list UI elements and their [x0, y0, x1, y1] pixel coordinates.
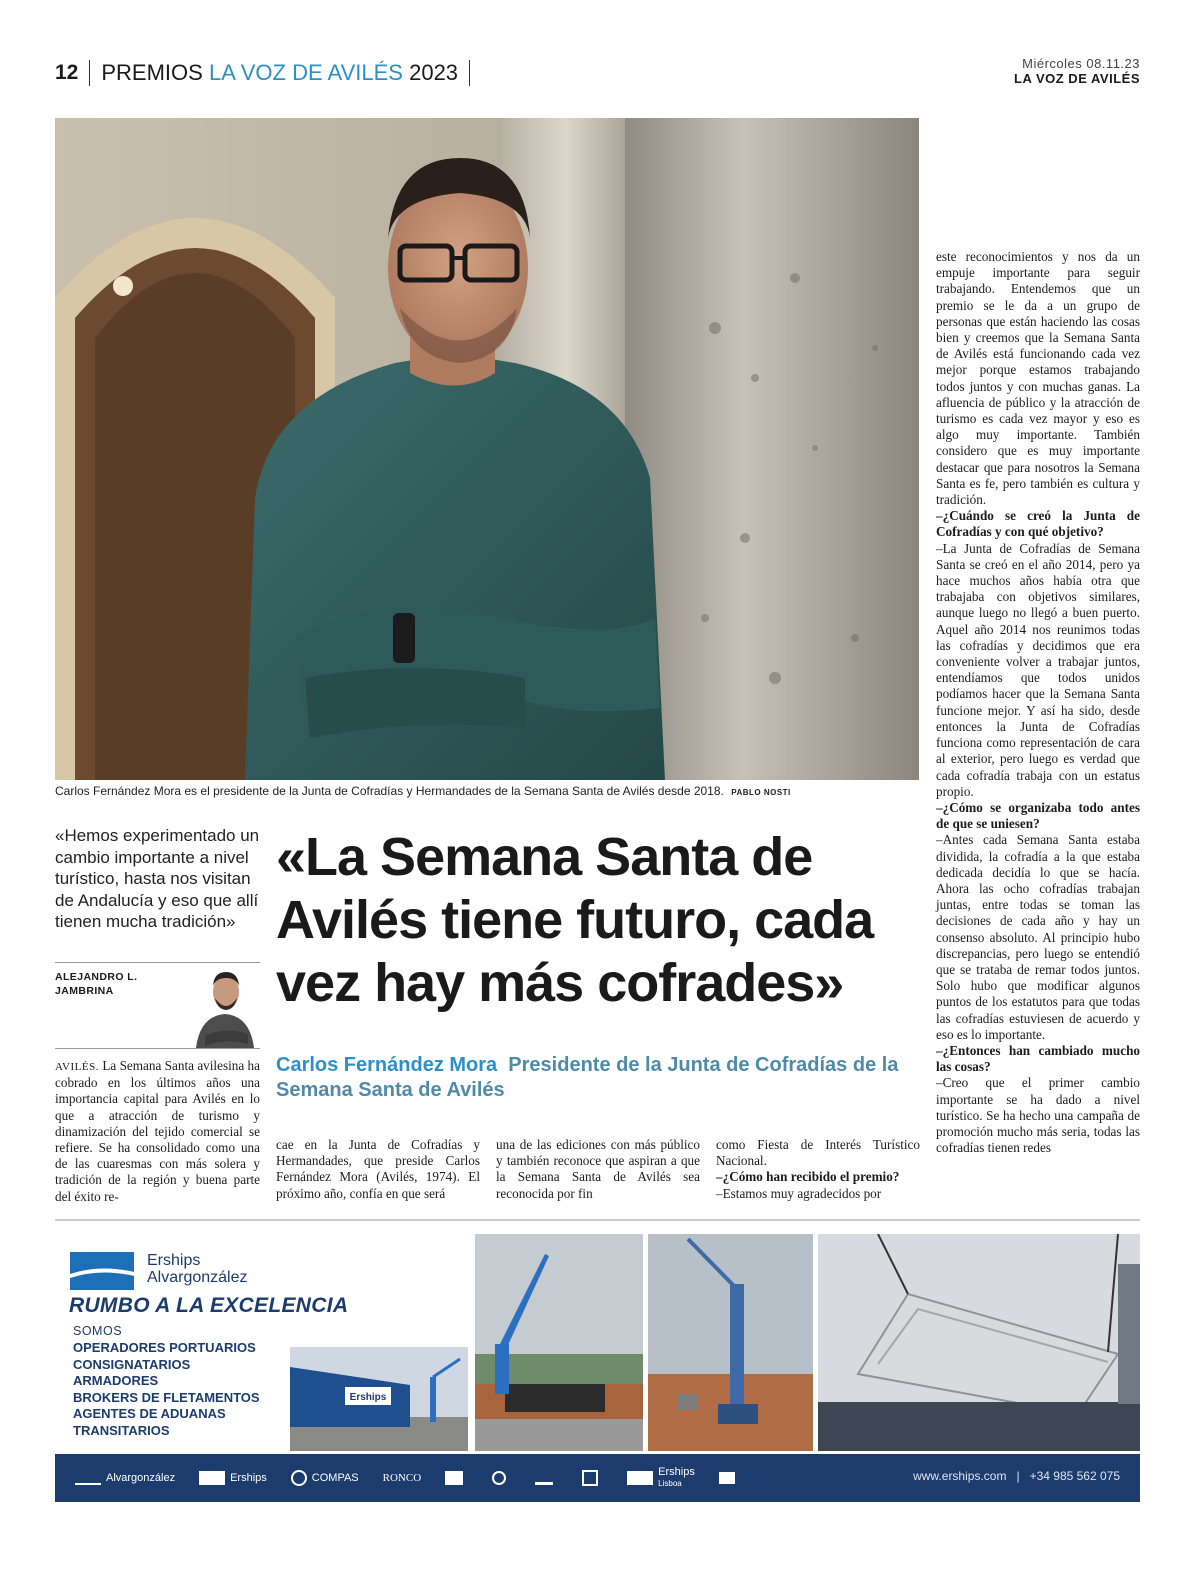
list-item: AGENTES DE ADUANAS [73, 1406, 226, 1422]
body-column-4 [716, 1137, 920, 1202]
interviewee-role: Presidente de la Junta de Cofradías de la Semana Santa de Avilés [276, 1054, 899, 1101]
divider [55, 1219, 1140, 1221]
paragraph: La Semana Santa avilesina ha cobrado en los últimos años una importancia capital para Avilés en lo que a atracción de turismo y dinamización del tejido comercial se refiere. Se ha consolidado como una de las cuaresmas con más solera y tradición de la región y buena parte del éxito re- [55, 1058, 260, 1204]
pull-quote: «Hemos experimentado un cambio importante a nivel turístico, hasta nos visitan de Andalucía y eso que allí tienen mucha tradición» [55, 826, 260, 931]
body-column-2 [276, 1137, 480, 1202]
section-year: 2023 [409, 60, 459, 85]
list-item: TRANSITARIOS [73, 1422, 170, 1438]
photo-credit: PABLO NOSTI [731, 788, 791, 797]
list-item: CONSIGNATARIOS [73, 1356, 191, 1372]
flag-icon [445, 1471, 463, 1485]
body-column-3 [496, 1137, 700, 1202]
ad-photo-port [475, 1234, 643, 1451]
header-divider [89, 60, 90, 86]
interview-answer: –Estamos muy agradecidos por [716, 1185, 882, 1201]
section-prefix: PREMIOS [101, 60, 203, 85]
page-number: 12 [55, 61, 79, 84]
ad-brand [147, 1252, 248, 1286]
photo-caption [55, 784, 919, 798]
header-divider [469, 60, 470, 86]
ad-brand-line1: Erships [147, 1252, 201, 1269]
author-avatar [190, 964, 260, 1048]
partner-logo: RONCO [382, 1472, 422, 1484]
ad-slogan: RUMBO A LA EXCELENCIA [69, 1294, 349, 1317]
masthead [1014, 56, 1140, 86]
list-item: ARMADORES [73, 1373, 159, 1389]
partner-logo: Alvargonzález [75, 1471, 175, 1485]
warehouse-sign: Erships [349, 1392, 387, 1403]
partner-mark-icon [291, 1470, 307, 1486]
section-accent: LA VOZ DE AVILÉS [208, 60, 403, 85]
interview-question: –¿Cuándo se creó la Junta de Cofradías y con qué objetivo? [936, 508, 1140, 540]
partner-logo: COMPAS [291, 1470, 359, 1486]
headline: «La Semana Santa de Avilés tiene futuro, cada vez hay más cofrades» [276, 827, 874, 1013]
square-logo-icon [719, 1472, 735, 1484]
interview-answer: –La Junta de Cofradías de Semana Santa se creó en el año 2014, pero ya hace muchos años había otra que trabajaba con objetivos similares, aunque luego no llegó a buen puerto. Aquel año 2014 nos reunimos todas las cofradías y decidimos que era conveniente volver a trabajar juntos, entendíamos que todos unidos podíamos hacer que la Semana Santa funcione mejor. Y así ha sido, desde entonces la Junta de Cofradías funciona como representación de cara al exterior, pero luego es verdad que cada cofradía trabaja con un estatus propio. [936, 540, 1140, 799]
ad-phone: +34 985 562 075 [1029, 1469, 1120, 1483]
partner-logo [492, 1471, 511, 1485]
partner-mark-icon [627, 1471, 653, 1485]
interview-answer: –Antes cada Semana Santa estaba dividida, la cofradía a la que estaba dedicada decidía lo que se hacía. Ahora las ocho cofradías trabajan juntas, entre todas se toman las decisiones de cada año y hay un consenso absoluto. Al principio hubo discrepancias, pero luego se entendió que se trataba de remar todos juntos. Solo hubo que modificar algunos puntos de los estatutos para que todas las cofradías estuviesen de acuerdo y eso es lo importante. [936, 832, 1140, 1042]
anchor-icon [582, 1470, 598, 1486]
ad-photo-warehouse [290, 1347, 468, 1451]
interview-question: –¿Entonces han cambiado mucho las cosas? [936, 1042, 1140, 1075]
byline-line1: ALEJANDRO L. [55, 971, 138, 983]
dateline: AVILÉS. [55, 1061, 99, 1073]
ad-contact: www.erships.com | +34 985 562 075 [913, 1469, 1120, 1483]
ad-somos: SOMOS [73, 1324, 123, 1338]
interviewee-name: Carlos Fernández Mora [276, 1054, 498, 1076]
interview-answer: este reconocimientos y nos da un empuje importante para seguir trabajando. Entendemos que un premio se le da a un grupo de personas que están haciendo las cosas bien y creemos que la Semana Santa de Avilés está funcionando cada vez mejor porque estamos trabajando todos juntos y con muchas ganas. La afluencia de público y la atracción de turismo es cada vez mayor y eso es algo muy importante. También considero que es muy importante destacar que para nosotros la Semana Santa es fe, pero también es cultura y tradición. [936, 249, 1140, 508]
interview-question: –¿Cómo se organizaba todo antes de que se uniesen? [936, 799, 1140, 832]
partner-logo [445, 1471, 468, 1485]
interview-answer: –Creo que el primer cambio importante se ha dado a nivel turístico. Se ha hecho una campaña de promoción mucho más seria, todas las cofradías tienen redes [936, 1075, 1140, 1156]
ad-website[interactable]: www.erships.com [913, 1469, 1007, 1483]
advertisement[interactable] [55, 1234, 1140, 1502]
ad-services-list [73, 1340, 260, 1440]
partner-logos-bar [55, 1454, 1140, 1502]
issue-date: Miércoles 08.11.23 [1022, 56, 1140, 71]
publication-name: LA VOZ DE AVILÉS [1014, 71, 1140, 86]
ad-photo-crane [648, 1234, 813, 1451]
ad-brand-line2: Alvargonzález [147, 1269, 248, 1286]
list-item: OPERADORES PORTUARIOS [73, 1340, 256, 1355]
body-column-1 [55, 1058, 260, 1205]
paragraph: cae en la Junta de Cofradías y Hermandades, que preside Carlos Fernández Mora (Avilés, 1974). El próximo año, confía en que será [276, 1137, 480, 1201]
subheadline [276, 1053, 916, 1103]
partner-logo [535, 1471, 558, 1485]
interview-question: –¿Cómo han recibido el premio? [716, 1169, 900, 1185]
section-header [55, 58, 481, 88]
paragraph: como Fiesta de Interés Turístico Nacional. [716, 1137, 920, 1169]
partner-logo [582, 1470, 603, 1486]
partner-logo [719, 1472, 740, 1484]
partner-logo: Erships Lisboa [627, 1467, 695, 1489]
divider [55, 1048, 260, 1049]
globe-icon [492, 1471, 506, 1485]
byline-line2: JAMBRINA [55, 985, 114, 997]
partner-mark-icon [199, 1471, 225, 1485]
body-column-5 [936, 249, 1140, 1156]
erships-logo-icon [70, 1252, 134, 1290]
ship-icon [535, 1471, 553, 1485]
paragraph: una de las ediciones con más público y también reconoce que aspiran a que la Semana Santa de Avilés sea reconocida por fin [496, 1137, 700, 1201]
ad-photo-ship [818, 1234, 1140, 1451]
partner-logo: Erships [199, 1471, 267, 1485]
divider [55, 962, 260, 963]
partner-mark-icon [75, 1471, 101, 1485]
list-item: BROKERS DE FLETAMENTOS [73, 1389, 260, 1405]
byline [55, 970, 175, 998]
main-photo [55, 118, 919, 780]
caption-text: Carlos Fernández Mora es el presidente de la Junta de Cofradías y Hermandades de la Semana Santa de Avilés desde 2018. [55, 784, 724, 798]
